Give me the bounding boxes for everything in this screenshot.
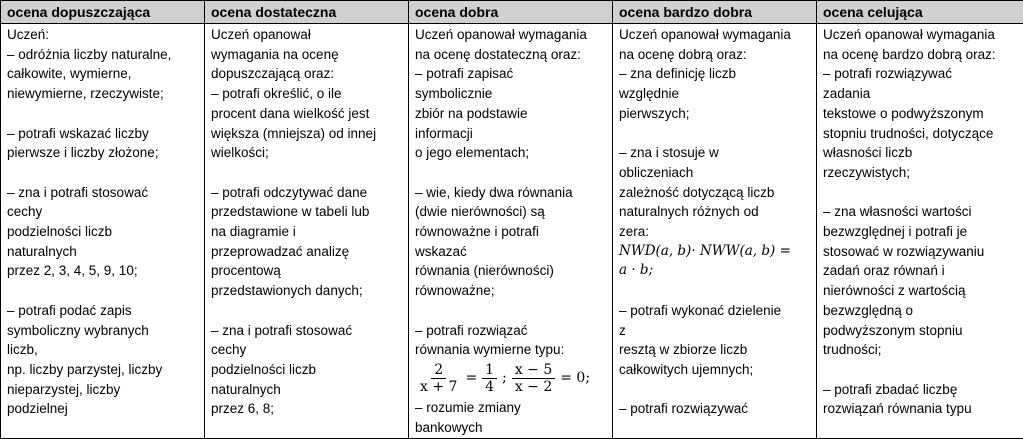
text-line: – zna definicję liczb <box>619 64 810 84</box>
text-line: naturalnych różnych od <box>619 202 810 222</box>
text-line: cechy <box>211 340 402 360</box>
text-line: – potrafi wskazać liczby <box>7 124 198 144</box>
text-line: bezwzględnej i potrafi je <box>823 222 1017 242</box>
requirements-row <box>1 24 1023 439</box>
lines-col3-bottom <box>415 398 606 437</box>
text-line: niewymierne, rzeczywiste; <box>7 84 198 104</box>
text-line: – potrafi rozwiązać <box>415 321 606 341</box>
text-line: – zna własności wartości <box>823 202 1017 222</box>
text-line: stopniu trudności, dotyczące <box>823 124 1017 144</box>
text-line: podzielności liczb <box>211 360 402 380</box>
header-dopuszczajaca: ocena dopuszczająca <box>1 1 205 24</box>
text-line: nieparzystej, liczby <box>7 380 198 400</box>
text-line <box>415 163 606 183</box>
text-line: – zna i potrafi stosować <box>211 321 402 341</box>
text-line: równania wymierne typu: <box>415 340 606 360</box>
text-line: o jego elementach; <box>415 143 606 163</box>
text-line: przeprowadzać analizę <box>211 242 402 262</box>
text-line: naturalnych <box>7 242 198 262</box>
text-line: na ocenę dobrą oraz: <box>619 45 810 65</box>
text-line: naturalnych <box>211 380 402 400</box>
text-line: własności liczb <box>823 143 1017 163</box>
text-line: zbiór na podstawie <box>415 104 606 124</box>
text-line: – zna i stosuje w <box>619 143 810 163</box>
text-line <box>619 281 810 301</box>
text-line: podwyższonym stopniu <box>823 321 1017 341</box>
text-line: zadań oraz równań i <box>823 261 1017 281</box>
text-line: względnie <box>619 84 810 104</box>
header-dobra: ocena dobra <box>409 1 613 24</box>
text-line: całkowitych ujemnych; <box>619 360 810 380</box>
text-line: – potrafi zapisać <box>415 64 606 84</box>
text-line: pierwszych; <box>619 104 810 124</box>
text-line: większa (mniejsza) od innej <box>211 124 402 144</box>
text-line: symboliczny wybranych <box>7 321 198 341</box>
text-line: Uczeń opanował wymagania <box>619 25 810 45</box>
text-line: wskazać <box>415 242 606 262</box>
text-line <box>7 163 198 183</box>
text-line: procent dana wielkość jest <box>211 104 402 124</box>
text-line: informacji <box>415 124 606 144</box>
text-line <box>823 360 1017 380</box>
text-line: równania (nierówności) <box>415 261 606 281</box>
text-line: bezwzględną o <box>823 301 1017 321</box>
equation-tail: = 0; <box>560 369 590 389</box>
cell-dopuszczajaca <box>1 24 205 439</box>
text-line: Uczeń opanował wymagania <box>823 25 1017 45</box>
text-line: resztą w zbiorze liczb <box>619 340 810 360</box>
fraction-1-numerator: 2 <box>431 362 446 379</box>
text-line <box>415 301 606 321</box>
cell-dostateczna <box>205 24 409 439</box>
text-line: zera: <box>619 222 810 242</box>
text-line: nierówności z wartością <box>823 281 1017 301</box>
text-line: symbolicznie <box>415 84 606 104</box>
text-line: rozwiązań równania typu <box>823 399 1017 419</box>
text-line <box>211 301 402 321</box>
lines-col1 <box>7 25 198 419</box>
text-line: na ocenę bardzo dobrą oraz: <box>823 45 1017 65</box>
text-line: na diagramie i <box>211 222 402 242</box>
text-line: liczb, <box>7 340 198 360</box>
text-line: wymagania na ocenę <box>211 45 402 65</box>
cell-celujaca <box>817 24 1023 439</box>
text-line: równoważne i potrafi <box>415 222 606 242</box>
nwd-nww-formula-line-2: a · b; <box>619 261 810 281</box>
text-line: obliczeniach <box>619 163 810 183</box>
text-line: rzeczywistych; <box>823 163 1017 183</box>
text-line: – potrafi rozwiązywać <box>619 399 810 419</box>
equals-sign: = <box>465 369 477 389</box>
text-line <box>619 124 810 144</box>
semicolon: ; <box>502 369 507 389</box>
text-line <box>823 183 1017 203</box>
lines-col4-top <box>619 25 810 242</box>
lines-col4-bottom <box>619 281 810 419</box>
header-row <box>1 1 1023 24</box>
text-line: Uczeń: <box>7 25 198 45</box>
text-line: – odróżnia liczby naturalne, <box>7 45 198 65</box>
text-line: procentową <box>211 261 402 281</box>
text-line: pierwsze i liczby złożone; <box>7 143 198 163</box>
text-line: np. liczby parzystej, liczby <box>7 360 198 380</box>
text-line: – zna i potrafi stosować <box>7 183 198 203</box>
text-line: stosować w rozwiązywaniu <box>823 242 1017 262</box>
fraction-2 <box>482 362 497 395</box>
text-line: – rozumie zmiany <box>415 398 606 418</box>
text-line: zadania <box>823 84 1017 104</box>
text-line: podzielnej <box>7 399 198 419</box>
text-line <box>7 104 198 124</box>
text-line: – potrafi zbadać liczbę <box>823 380 1017 400</box>
text-line: z <box>619 321 810 341</box>
text-line: – potrafi określić, o ile <box>211 84 402 104</box>
text-line: – potrafi podać zapis <box>7 301 198 321</box>
header-dostateczna: ocena dostateczna <box>205 1 409 24</box>
text-line: wielkości; <box>211 143 402 163</box>
text-line <box>7 281 198 301</box>
header-bardzo-dobra: ocena bardzo dobra <box>613 1 817 24</box>
text-line: – potrafi odczytywać dane <box>211 183 402 203</box>
text-line: zależność dotyczącą liczb <box>619 183 810 203</box>
text-line: – potrafi rozwiązywać <box>823 64 1017 84</box>
text-line <box>619 380 810 400</box>
text-line: przedstawione w tabeli lub <box>211 202 402 222</box>
header-celujaca: ocena celująca <box>817 1 1023 24</box>
text-line: przez 6, 8; <box>211 399 402 419</box>
text-line: całkowite, wymierne, <box>7 64 198 84</box>
text-line: Uczeń opanował wymagania <box>415 25 606 45</box>
text-line: przez 2, 3, 4, 5, 9, 10; <box>7 261 198 281</box>
text-line: bankowych <box>415 418 606 438</box>
nwd-nww-formula-line-1: NWD(a, b)· NWW(a, b) = <box>619 242 810 262</box>
fraction-1 <box>417 362 460 395</box>
lines-col3-top <box>415 25 606 360</box>
text-line: tekstowe o podwyższonym <box>823 104 1017 124</box>
lines-col2 <box>211 25 402 419</box>
fraction-2-denominator: 4 <box>482 379 497 395</box>
text-line: przedstawionych danych; <box>211 281 402 301</box>
text-line: trudności; <box>823 340 1017 360</box>
lines-col5 <box>823 25 1017 419</box>
fraction-3 <box>512 362 555 395</box>
text-line <box>211 163 402 183</box>
fraction-3-denominator: x − 2 <box>512 379 555 395</box>
text-line: równoważne; <box>415 281 606 301</box>
text-line: podzielności liczb <box>7 222 198 242</box>
cell-bardzo-dobra <box>613 24 817 439</box>
text-line: cechy <box>7 202 198 222</box>
text-line: na ocenę dostateczną oraz: <box>415 45 606 65</box>
rational-equation <box>415 360 606 398</box>
text-line: – wie, kiedy dwa równania <box>415 183 606 203</box>
fraction-2-numerator: 1 <box>482 362 497 379</box>
fraction-1-denominator: x + 7 <box>417 379 460 395</box>
text-line: – potrafi wykonać dzielenie <box>619 301 810 321</box>
cell-dobra <box>409 24 613 439</box>
text-line: Uczeń opanował <box>211 25 402 45</box>
text-line: dopuszczającą oraz: <box>211 64 402 84</box>
text-line: (dwie nierówności) są <box>415 202 606 222</box>
fraction-3-numerator: x − 5 <box>512 362 555 379</box>
